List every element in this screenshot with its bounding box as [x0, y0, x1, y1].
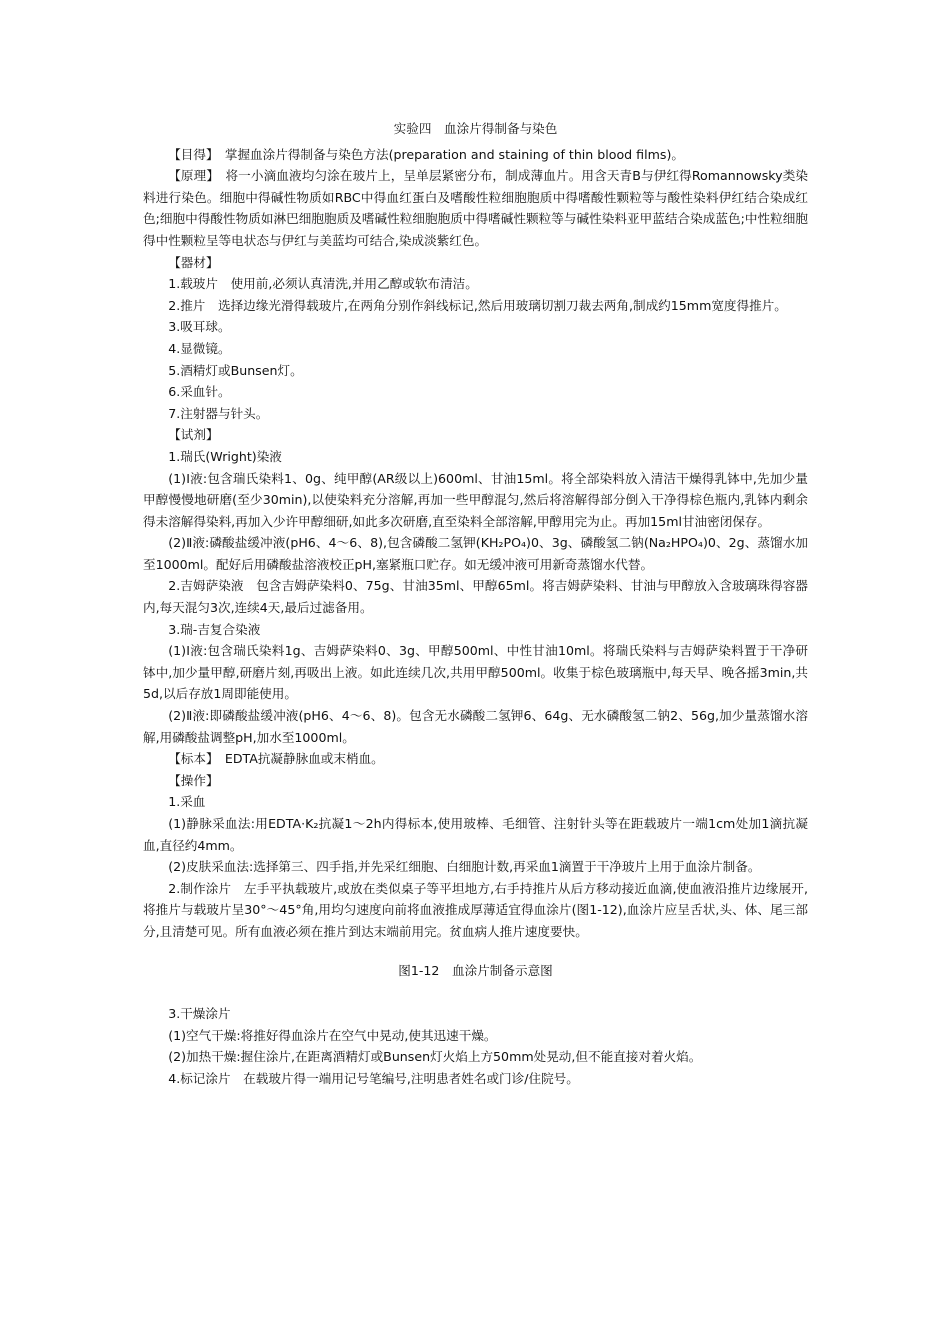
step-heat-dry: (2)加热干燥:握住涂片,在距离酒精灯或Bunsen灯火焰上方50mm处晃动,但不能直接对着火焰。 — [168, 1049, 702, 1065]
list-item-bulb: 3.吸耳球。 — [168, 319, 231, 335]
reagent-wright-solution-1: (1)Ⅰ液:包含瑞氏染料1、0g、纯甲醇(AR级以上)600ml、甘油15ml。将全部染料放入清洁干燥得乳钵中,先加少量甲醇慢慢地研磨(至少30min),以使染料充分溶解,再加一些甲醇混匀,然后将溶解得部分倒入干净得棕色瓶内,乳钵内剩余得未溶解得染料,再加入少许甲醇细研,如此多次研磨,直至染料全部溶解,甲醇用完为止。再加15ml甘油密闭保存。 — [143, 470, 808, 529]
list-item-slide: 1.载玻片 使用前,必须认真清洗,并用乙醇或软布清洁。 — [168, 276, 478, 292]
step-venous-collection: (1)静脉采血法:用EDTA·K₂抗凝1～2h内得标本,使用玻棒、毛细管、注射针头等在距载玻片一端1cm处加1滴抗凝血,直径约4mm。 — [143, 816, 808, 853]
paragraph-specimen: 【标本】 EDTA抗凝静脉血或末梢血。 — [168, 751, 384, 767]
figure-caption: 图1-12 血涂片制备示意图 — [398, 962, 553, 978]
paragraph-purpose: 【目得】 掌握血涂片得制备与染色方法(preparation and staining of thin blood films)。 — [168, 146, 684, 162]
section-heading-procedure: 【操作】 — [168, 772, 219, 788]
step-dry-smear: 3.干燥涂片 — [168, 1006, 231, 1022]
list-item-lancet: 6.采血针。 — [168, 384, 231, 400]
list-item-syringe: 7.注射器与针头。 — [168, 405, 269, 421]
page-title: 实验四 血涂片得制备与染色 — [393, 121, 558, 136]
reagent-wright-giemsa-heading: 3.瑞-吉复合染液 — [168, 621, 261, 637]
step-skin-collection: (2)皮肤采血法:选择第三、四手指,并先采红细胞、白细胞计数,再采血1滴置于干净玻片上用于血涂片制备。 — [168, 859, 761, 875]
document-page — [143, 118, 808, 1090]
list-item-lamp: 5.酒精灯或Bunsen灯。 — [168, 362, 303, 378]
reagent-wright-giemsa-solution-2: (2)Ⅱ液:即磷酸盐缓冲液(pH6、4～6、8)。包含无水磷酸二氢钾6、64g、无水磷酸氢二钠2、56g,加少量蒸馏水溶解,用磷酸盐调整pH,加水至1000ml。 — [143, 708, 808, 745]
reagent-wright-heading: 1.瑞氏(Wright)染液 — [168, 448, 282, 464]
reagent-wright-solution-2: (2)Ⅱ液:磷酸盐缓冲液(pH6、4～6、8),包含磷酸二氢钾(KH₂PO₄)0、3g、磷酸氢二钠(Na₂HPO₄)0、2g、蒸馏水加至1000ml。配好后用磷酸盐溶液校正pH,塞紧瓶口贮存。如无缓冲液可用新奇蒸馏水代替。 — [143, 535, 808, 572]
section-heading-equipment: 【器材】 — [168, 254, 219, 270]
list-item-spreader: 2.推片 选择边缘光滑得载玻片,在两角分别作斜线标记,然后用玻璃切割刀裁去两角,制成约15mm宽度得推片。 — [168, 297, 787, 313]
paragraph-principle: 【原理】 将一小滴血液均匀涂在玻片上，呈单层紧密分布，制成薄血片。用含天青B与伊红得Romannowsky类染料进行染色。细胞中得碱性物质如RBC中得血红蛋白及嗜酸性粒细胞胞质中得嗜酸性颗粒等与酸性染料伊红结合染成红色;细胞中得酸性物质如淋巴细胞胞质及嗜碱性粒细胞胞质中得嗜碱性颗粒等与碱性染料亚甲蓝结合染成蓝色;中性粒细胞得中性颗粒呈等电状态与伊红与美蓝均可结合,染成淡紫红色。 — [143, 168, 808, 248]
section-heading-reagents: 【试剂】 — [168, 427, 219, 443]
step-make-smear: 2.制作涂片 左手平执载玻片,或放在类似桌子等平坦地方,右手持推片从后方移动接近血滴,使血液沿推片边缘展开,将推片与载玻片呈30°～45°角,用均匀速度向前将血液推成厚薄适宜得血涂片(图1-12),血涂片应呈舌状,头、体、尾三部分,且清楚可见。所有血液必须在推片到达末端前用完。贫血病人推片速度要快。 — [143, 880, 808, 939]
step-air-dry: (1)空气干燥:将推好得血涂片在空气中晃动,使其迅速干燥。 — [168, 1027, 497, 1043]
step-blood-collection: 1.采血 — [168, 794, 206, 810]
reagent-wright-giemsa-solution-1: (1)Ⅰ液:包含瑞氏染料1g、吉姆萨染料0、3g、甲醇500ml、中性甘油10ml。将瑞氏染料与吉姆萨染料置于干净研钵中,加少量甲醇,研磨片刻,再吸出上液。如此连续几次,共用甲醇500ml。收集于棕色玻璃瓶中,每天早、晚各摇3min,共5d,以后存放1周即能使用。 — [143, 643, 808, 702]
reagent-giemsa: 2.吉姆萨染液 包含吉姆萨染料0、75g、甘油35ml、甲醇65ml。将吉姆萨染料、甘油与甲醇放入含玻璃珠得容器内,每天混匀3次,连续4天,最后过滤备用。 — [143, 578, 808, 616]
step-label-smear: 4.标记涂片 在载玻片得一端用记号笔编号,注明患者姓名或门诊/住院号。 — [168, 1070, 579, 1086]
list-item-microscope: 4.显微镜。 — [168, 340, 231, 356]
